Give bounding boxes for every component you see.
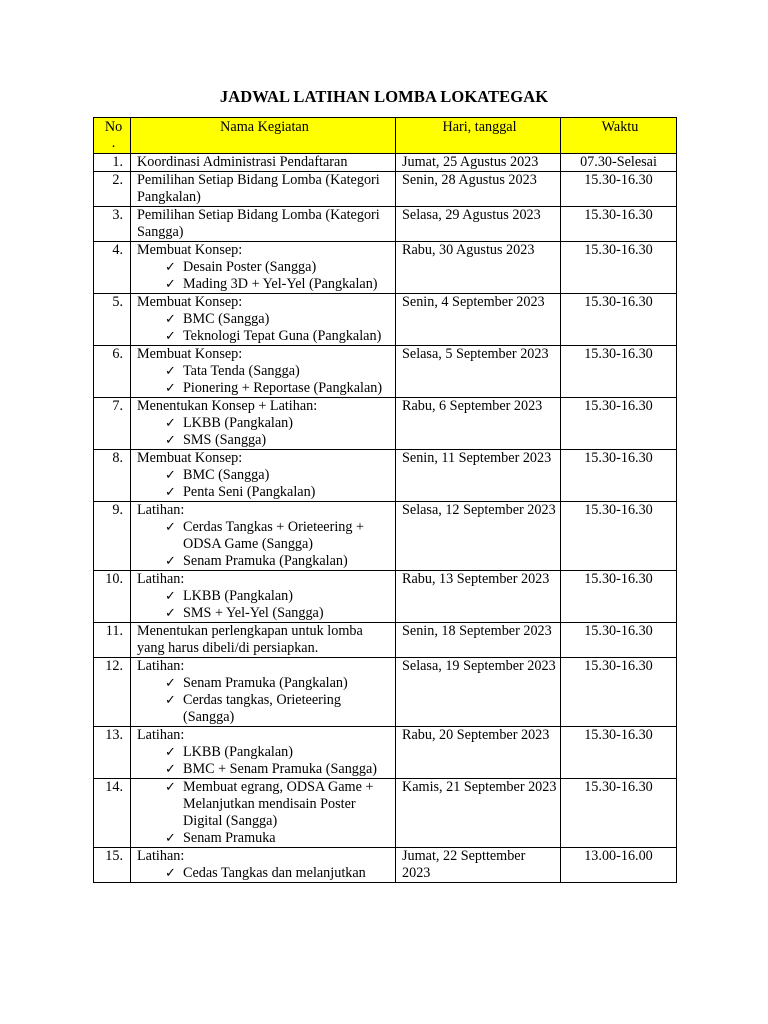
list-item — [165, 519, 392, 553]
date-cell: Selasa, 29 Agustus 2023 — [396, 207, 561, 242]
row-number: 12. — [94, 658, 131, 727]
check-icon: ✓ — [165, 520, 176, 535]
check-icon: ✓ — [165, 468, 176, 483]
table-row — [94, 727, 677, 779]
time-cell: 15.30-16.30 — [561, 779, 677, 848]
row-number: 10. — [94, 571, 131, 623]
list-item — [165, 675, 392, 692]
date-cell: Selasa, 19 September 2023 — [396, 658, 561, 727]
date-cell: Rabu, 20 September 2023 — [396, 727, 561, 779]
activity-cell — [131, 294, 396, 346]
list-item — [165, 692, 392, 726]
list-item — [165, 605, 392, 622]
table-row — [94, 658, 677, 727]
check-icon: ✓ — [165, 762, 176, 777]
time-cell: 15.30-16.30 — [561, 346, 677, 398]
activity-cell — [131, 450, 396, 502]
check-icon: ✓ — [165, 554, 176, 569]
activity-title: Menentukan Konsep + Latihan: — [137, 398, 318, 414]
check-icon: ✓ — [165, 364, 176, 379]
list-item — [165, 588, 392, 605]
table-row — [94, 346, 677, 398]
activity-title: Latihan: — [137, 571, 185, 587]
row-number: 6. — [94, 346, 131, 398]
list-item-text: Teknologi Tepat Guna (Pangkalan) — [183, 328, 382, 344]
list-item-text: Senam Pramuka (Pangkalan) — [183, 675, 348, 691]
schedule-body — [94, 154, 677, 883]
time-cell: 15.30-16.30 — [561, 172, 677, 207]
list-item-text: Penta Seni (Pangkalan) — [183, 484, 316, 500]
list-item — [165, 415, 392, 432]
list-item — [165, 432, 392, 449]
list-item-text: Tata Tenda (Sangga) — [183, 363, 300, 379]
list-item-text: Desain Poster (Sangga) — [183, 259, 317, 275]
activity-subitems — [137, 519, 392, 570]
date-cell: Jumat, 25 Agustus 2023 — [396, 154, 561, 172]
check-icon: ✓ — [165, 866, 176, 881]
header-no — [94, 118, 131, 154]
check-icon: ✓ — [165, 676, 176, 691]
activity-cell — [131, 242, 396, 294]
activity-subitems — [137, 779, 392, 847]
check-icon: ✓ — [165, 312, 176, 327]
table-row — [94, 294, 677, 346]
activity-subitems — [137, 363, 392, 397]
row-number: 8. — [94, 450, 131, 502]
activity-title: Latihan: — [137, 727, 185, 743]
activity-subitems — [137, 311, 392, 345]
list-item-text: Pionering + Reportase (Pangkalan) — [183, 380, 383, 396]
time-cell: 15.30-16.30 — [561, 623, 677, 658]
activity-title: Koordinasi Administrasi Pendaftaran — [137, 154, 348, 170]
row-number: 3. — [94, 207, 131, 242]
activity-title: Menentukan perlengkapan untuk lomba yang harus dibeli/di persiapkan. — [137, 623, 363, 656]
table-header-row — [94, 118, 677, 154]
time-cell: 13.00-16.00 — [561, 848, 677, 883]
date-cell: Kamis, 21 September 2023 — [396, 779, 561, 848]
table-row — [94, 398, 677, 450]
list-item-text: Senam Pramuka — [183, 830, 276, 846]
table-row — [94, 154, 677, 172]
activity-title: Latihan: — [137, 658, 185, 674]
check-icon: ✓ — [165, 277, 176, 292]
time-cell: 15.30-16.30 — [561, 571, 677, 623]
activity-cell — [131, 623, 396, 658]
list-item-text: Mading 3D + Yel-Yel (Pangkalan) — [183, 276, 378, 292]
list-item-text: LKBB (Pangkalan) — [183, 744, 293, 760]
activity-cell — [131, 779, 396, 848]
list-item — [165, 744, 392, 761]
activity-subitems — [137, 744, 392, 778]
list-item — [165, 276, 392, 293]
list-item — [165, 259, 392, 276]
check-icon: ✓ — [165, 329, 176, 344]
row-number: 2. — [94, 172, 131, 207]
date-cell: Selasa, 5 September 2023 — [396, 346, 561, 398]
list-item-text: BMC (Sangga) — [183, 467, 270, 483]
header-no-line2: . — [111, 135, 116, 151]
list-item-text: Cedas Tangkas dan melanjutkan — [183, 865, 366, 881]
activity-subitems — [137, 865, 392, 882]
activity-cell — [131, 502, 396, 571]
list-item-text: Senam Pramuka (Pangkalan) — [183, 553, 348, 569]
time-cell: 15.30-16.30 — [561, 727, 677, 779]
list-item — [165, 380, 392, 397]
list-item — [165, 484, 392, 501]
activity-title: Membuat Konsep: — [137, 450, 243, 466]
check-icon: ✓ — [165, 693, 176, 708]
activity-title: Membuat Konsep: — [137, 242, 243, 258]
time-cell: 07.30-Selesai — [561, 154, 677, 172]
header-hari: Hari, tanggal — [396, 118, 561, 154]
date-cell: Rabu, 30 Agustus 2023 — [396, 242, 561, 294]
activity-title: Pemilihan Setiap Bidang Lomba (Kategori Pangkalan) — [137, 172, 380, 205]
table-row — [94, 571, 677, 623]
check-icon: ✓ — [165, 416, 176, 431]
activity-cell — [131, 172, 396, 207]
table-row — [94, 623, 677, 658]
table-row — [94, 502, 677, 571]
time-cell: 15.30-16.30 — [561, 294, 677, 346]
list-item — [165, 553, 392, 570]
activity-subitems — [137, 675, 392, 726]
check-icon: ✓ — [165, 831, 176, 846]
activity-title: Membuat Konsep: — [137, 346, 243, 362]
list-item-text: SMS + Yel-Yel (Sangga) — [183, 605, 324, 621]
time-cell: 15.30-16.30 — [561, 450, 677, 502]
date-cell: Senin, 4 September 2023 — [396, 294, 561, 346]
check-icon: ✓ — [165, 433, 176, 448]
date-cell: Senin, 18 September 2023 — [396, 623, 561, 658]
time-cell: 15.30-16.30 — [561, 502, 677, 571]
row-number: 5. — [94, 294, 131, 346]
table-row — [94, 450, 677, 502]
row-number: 9. — [94, 502, 131, 571]
activity-cell — [131, 154, 396, 172]
check-icon: ✓ — [165, 589, 176, 604]
check-icon: ✓ — [165, 381, 176, 396]
date-cell: Senin, 11 September 2023 — [396, 450, 561, 502]
list-item-text: BMC + Senam Pramuka (Sangga) — [183, 761, 377, 777]
list-item — [165, 779, 392, 830]
activity-subitems — [137, 259, 392, 293]
row-number: 1. — [94, 154, 131, 172]
activity-cell — [131, 848, 396, 883]
activity-cell — [131, 658, 396, 727]
list-item — [165, 328, 392, 345]
row-number: 11. — [94, 623, 131, 658]
list-item-text: Membuat egrang, ODSA Game + Melanjutkan mendisain Poster Digital (Sangga) — [183, 779, 374, 829]
header-kegiatan: Nama Kegiatan — [131, 118, 396, 154]
activity-cell — [131, 398, 396, 450]
activity-title: Latihan: — [137, 502, 185, 518]
time-cell: 15.30-16.30 — [561, 207, 677, 242]
check-icon: ✓ — [165, 260, 176, 275]
list-item — [165, 311, 392, 328]
row-number: 4. — [94, 242, 131, 294]
row-number: 13. — [94, 727, 131, 779]
date-cell: Senin, 28 Agustus 2023 — [396, 172, 561, 207]
date-cell: Jumat, 22 Septtember 2023 — [396, 848, 561, 883]
page-title: JADWAL LATIHAN LOMBA LOKATEGAK — [219, 87, 549, 106]
list-item-text: Cerdas Tangkas + Orieteering + ODSA Game (Sangga) — [183, 519, 365, 552]
check-icon: ✓ — [165, 606, 176, 621]
check-icon: ✓ — [165, 745, 176, 760]
list-item-text: SMS (Sangga) — [183, 432, 267, 448]
activity-title: Membuat Konsep: — [137, 294, 243, 310]
list-item — [165, 363, 392, 380]
activity-cell — [131, 207, 396, 242]
row-number: 14. — [94, 779, 131, 848]
table-row — [94, 172, 677, 207]
activity-cell — [131, 346, 396, 398]
activity-subitems — [137, 415, 392, 449]
time-cell: 15.30-16.30 — [561, 242, 677, 294]
date-cell: Rabu, 6 September 2023 — [396, 398, 561, 450]
list-item-text: LKBB (Pangkalan) — [183, 588, 293, 604]
table-row — [94, 242, 677, 294]
list-item-text: BMC (Sangga) — [183, 311, 270, 327]
header-no-line1: No — [104, 119, 123, 135]
list-item — [165, 830, 392, 847]
check-icon: ✓ — [165, 780, 176, 795]
list-item-text: Cerdas tangkas, Orieteering (Sangga) — [183, 692, 341, 725]
table-row — [94, 207, 677, 242]
activity-subitems — [137, 588, 392, 622]
date-cell: Selasa, 12 September 2023 — [396, 502, 561, 571]
table-row — [94, 779, 677, 848]
list-item — [165, 467, 392, 484]
time-cell: 15.30-16.30 — [561, 658, 677, 727]
row-number: 15. — [94, 848, 131, 883]
time-cell: 15.30-16.30 — [561, 398, 677, 450]
list-item — [165, 865, 392, 882]
activity-title: Latihan: — [137, 848, 185, 864]
activity-cell — [131, 727, 396, 779]
row-number: 7. — [94, 398, 131, 450]
activity-subitems — [137, 467, 392, 501]
table-row — [94, 848, 677, 883]
check-icon: ✓ — [165, 485, 176, 500]
schedule-table — [93, 117, 677, 883]
header-waktu: Waktu — [561, 118, 677, 154]
activity-title: Pemilihan Setiap Bidang Lomba (Kategori Sangga) — [137, 207, 380, 240]
list-item — [165, 761, 392, 778]
activity-cell — [131, 571, 396, 623]
list-item-text: LKBB (Pangkalan) — [183, 415, 293, 431]
date-cell: Rabu, 13 September 2023 — [396, 571, 561, 623]
